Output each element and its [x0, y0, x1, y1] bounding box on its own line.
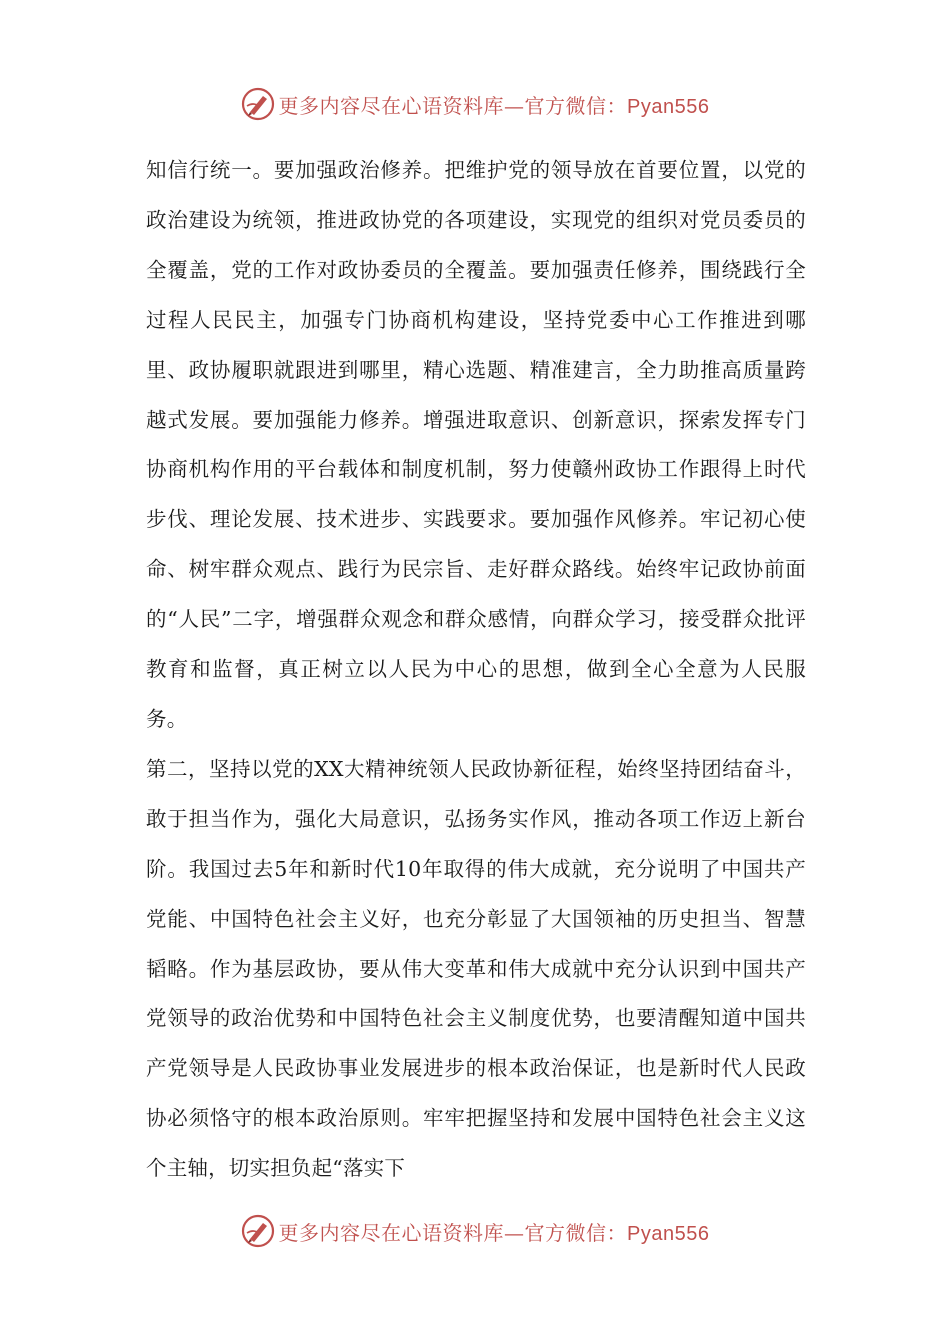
watermark-header — [0, 84, 950, 124]
pen-logo-icon — [241, 1214, 275, 1248]
watermark-text: 更多内容尽在心语资料库—官方微信：Pyan556 — [278, 1220, 710, 1245]
paragraph: 知信行统一。要加强政治修养。把维护党的领导放在首要位置，以党的政治建设为统领，推进政协党的各项建设，实现党的组织对党员委员的全覆盖，党的工作对政协委员的全覆盖。要加强责任修养，围绕践行全过程人民民主，加强专门协商机构建设，坚持党委中心工作推进到哪里、政协履职就跟进到哪里，精心选题、精准建言，全力助推高质量跨越式发展。要加强能力修养。增强进取意识、创新意识，探索发挥专门协商机构作用的平台载体和制度机制，努力使赣州政协工作跟得上时代步伐、理论发展、技术进步、实践要求。要加强作风修养。牢记初心使命、树牢群众观点、践行为民宗旨、走好群众路线。始终牢记政协前面的“人民”二字，增强群众观念和群众感情，向群众学习，接受群众批评教育和监督，真正树立以人民为中心的思想，做到全心全意为人民服务。 — [146, 158, 806, 731]
watermark-account: Pyan556 — [627, 1222, 710, 1245]
watermark-footer — [0, 1211, 950, 1251]
document-body — [146, 146, 806, 1194]
paragraph: 第二，坚持以党的XX大精神统领人民政协新征程，始终坚持团结奋斗，敢于担当作为，强化大局意识，弘扬务实作风，推动各项工作迈上新台阶。我国过去5年和新时代10年取得的伟大成就，充分说明了中国共产党能、中国特色社会主义好，也充分彰显了大国领袖的历史担当、智慧韬略。作为基层政协，要从伟大变革和伟大成就中充分认识到中国共产党领导的政治优势和中国特色社会主义制度优势，也要清醒知道中国共产党领导是人民政协事业发展进步的根本政治保证，也是新时代人民政协必须恪守的根本政治原则。牢牢把握坚持和发展中国特色社会主义这个主轴，切实担负起“落实下 — [146, 756, 806, 1181]
watermark-account: Pyan556 — [627, 95, 710, 118]
watermark-text: 更多内容尽在心语资料库—官方微信：Pyan556 — [278, 93, 710, 118]
pen-logo-icon — [241, 87, 275, 121]
